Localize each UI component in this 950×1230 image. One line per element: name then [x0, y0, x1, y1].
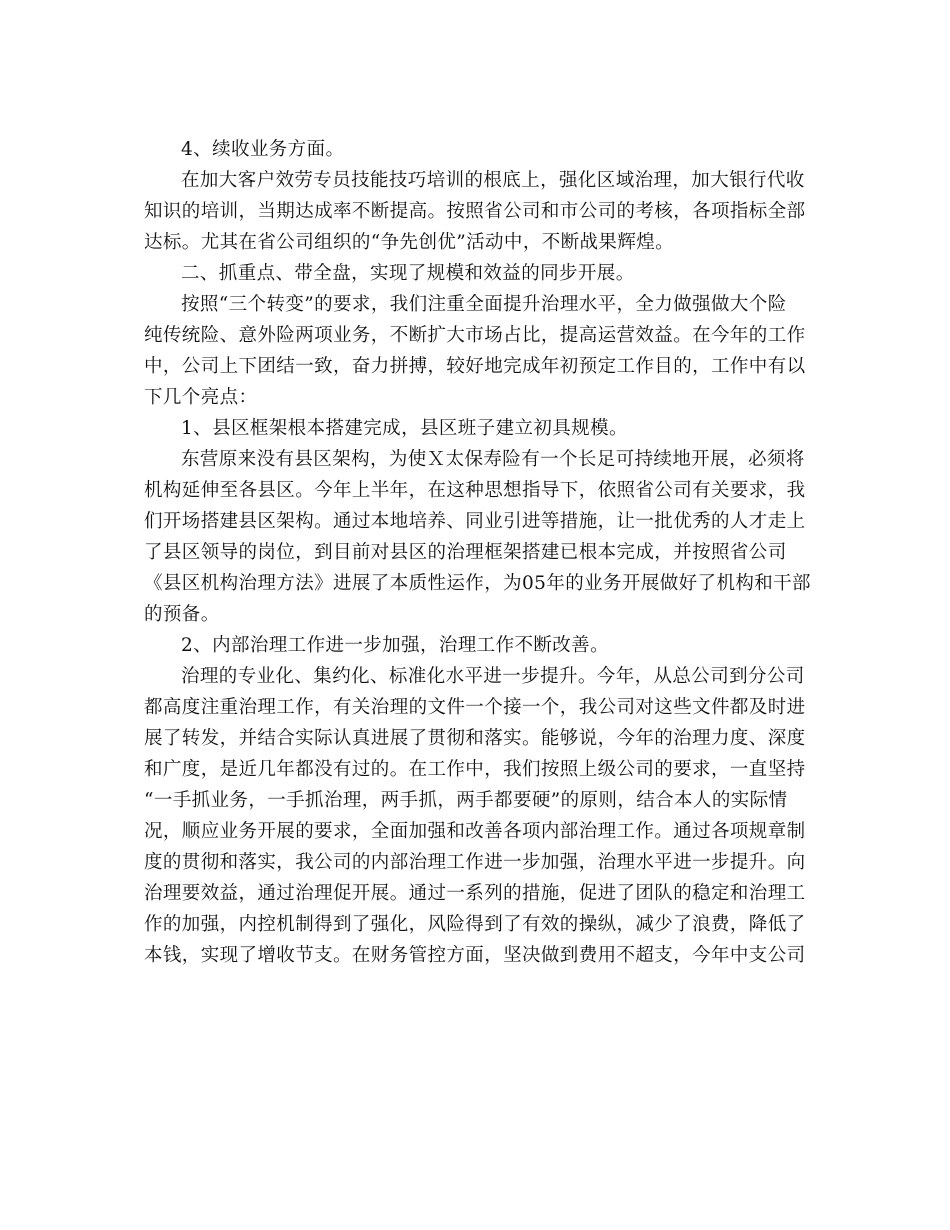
text-line: 作的加强，内控机制得到了强化，风险得到了有效的操纵，减少了浪费，降低了	[144, 914, 806, 935]
subsection-heading: 1、县区框架根本搭建完成，县区班子建立初具规模。	[181, 418, 628, 439]
text-line: 了县区领导的岗位，到目前对县区的治理框架搭建已根本完成，并按照省公司	[144, 542, 787, 563]
text-line: 的预备。	[144, 604, 220, 625]
text-line: 和广度，是近几年都没有过的。在工作中，我们按照上级公司的要求，一直坚持	[144, 759, 806, 780]
text-line: 治理的专业化、集约化、标准化水平进一步提升。今年，从总公司到分公司	[181, 666, 805, 687]
text-line: 们开场搭建县区架构。通过本地培养、同业引进等措施，让一批优秀的人才走上	[144, 511, 806, 532]
text-line: 在加大客户效劳专员技能技巧培训的根底上，强化区域治理，加大银行代收	[181, 170, 805, 191]
text-line: 治理要效益，通过治理促开展。通过一系列的措施，促进了团队的稳定和治理工	[144, 883, 806, 904]
document-body	[144, 134, 810, 971]
text-line: 展了转发，并结合实际认真进展了贯彻和落实。能够说，今年的治理力度、深度	[144, 728, 806, 749]
text-line: 都高度注重治理工作，有关治理的文件一个接一个，我公司对这些文件都及时进	[144, 697, 806, 718]
text-line: 知识的培训，当期达成率不断提高。按照省公司和市公司的考核，各项指标全部	[144, 201, 806, 222]
text-line: 按照“三个转变”的要求，我们注重全面提升治理水平，全力做强做大个险	[181, 294, 787, 315]
section-heading: 二、抓重点、带全盘，实现了规模和效益的同步开展。	[181, 263, 635, 284]
text-line: 机构延伸至各县区。今年上半年，在这种思想指导下，依照省公司有关要求，我	[144, 480, 806, 501]
subsection-heading: 2、内部治理工作进一步加强，治理工作不断改善。	[181, 635, 609, 656]
text-line: 4、续收业务方面。	[181, 139, 345, 160]
text-line: 本钱，实现了增收节支。在财务管控方面，坚决做到费用不超支，今年中支公司	[144, 945, 806, 966]
text-line: 度的贯彻和落实，我公司的内部治理工作进一步加强，治理水平进一步提升。向	[144, 852, 806, 873]
text-line: 达标。尤其在省公司组织的“争先创优”活动中，不断战果辉煌。	[144, 232, 675, 253]
text-line: 下几个亮点：	[144, 387, 258, 408]
text-line: “一手抓业务，一手抓治理，两手抓，两手都要硬”的原则，结合本人的实际情	[144, 790, 788, 811]
text-line: 东营原来没有县区架构，为使Ｘ太保寿险有一个长足可持续地开展，必须将	[181, 449, 805, 470]
text-line: 况，顺应业务开展的要求，全面加强和改善各项内部治理工作。通过各项规章制	[144, 821, 806, 842]
text-line: 中，公司上下团结一致，奋力拼搏，较好地完成年初预定工作目的，工作中有以	[144, 356, 806, 377]
text-line: 纯传统险、意外险两项业务，不断扩大市场占比，提高运营效益。在今年的工作	[144, 325, 806, 346]
text-line: 《县区机构治理方法》进展了本质性运作，为05年的业务开展做好了机构和干部	[144, 573, 811, 594]
